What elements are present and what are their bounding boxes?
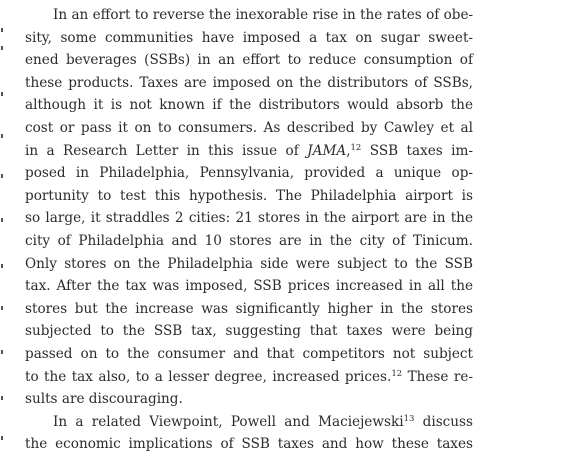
text-run: SSB taxes im-	[361, 142, 473, 159]
text-line: although it is not known if the distributors would absorb the	[25, 97, 473, 114]
text-line	[25, 366, 473, 389]
margin-tick	[1, 46, 3, 50]
text-line: the economic implications of SSB taxes and how these taxes	[25, 436, 473, 453]
reference-superscript: 12	[350, 142, 362, 153]
text-line: sults are discouraging.	[25, 391, 183, 408]
reference-superscript: 12	[391, 368, 403, 379]
journal-name: JAMA	[307, 142, 347, 159]
text-line: city of Philadelphia and 10 stores are in the city of Tinicum.	[25, 232, 473, 249]
text-line: cost or pass it on to consumers. As described by Cawley et al	[25, 119, 473, 136]
margin-tick	[1, 28, 3, 32]
text-line: posed in Philadelphia, Pennsylvania, provided a unique op-	[25, 165, 473, 182]
text-run: to the tax also, to a lesser degree, increased prices.	[25, 368, 392, 385]
margin-tick	[1, 264, 3, 268]
text-run: ,	[346, 142, 351, 159]
text-line: sity, some communities have imposed a tax on sugar sweet-	[25, 29, 473, 46]
text-line: these products. Taxes are imposed on the distributors of SSBs,	[25, 74, 473, 91]
article-text	[25, 4, 473, 456]
text-line: Only stores on the Philadelphia side were subject to the SSB	[25, 255, 473, 272]
margin-tick	[1, 350, 3, 354]
margin-tick	[1, 92, 3, 96]
text-line	[25, 140, 473, 163]
text-run: In a related Viewpoint, Powell and Maciejewski	[53, 413, 404, 430]
text-line: ened beverages (SSBs) in an effort to reduce consumption of	[25, 52, 473, 69]
text-line: so large, it straddles 2 cities: 21 stores in the airport are in the	[25, 210, 473, 227]
margin-tick	[1, 174, 3, 178]
margin-tick	[1, 436, 3, 440]
margin-tick	[1, 134, 3, 138]
text-line: subjected to the SSB tax, suggesting that taxes were being	[25, 323, 473, 340]
margin-tick	[1, 218, 3, 222]
text-run: discuss	[414, 413, 473, 430]
text-line: portunity to test this hypothesis. The Philadelphia airport is	[25, 187, 473, 204]
text-line: tax. After the tax was imposed, SSB prices increased in all the	[25, 278, 473, 295]
text-line: stores but the increase was significantly higher in the stores	[25, 300, 473, 317]
text-line	[25, 411, 473, 434]
margin-tick	[1, 306, 3, 310]
text-run: These re-	[402, 368, 473, 385]
margin-ticks	[1, 6, 5, 466]
reference-superscript: 13	[403, 413, 415, 424]
text-line: In an effort to reverse the inexorable rise in the rates of obe-	[53, 7, 474, 23]
text-line: passed on to the consumer and that competitors not subject	[25, 345, 473, 362]
text-run: in a Research Letter in this issue of	[25, 142, 308, 159]
margin-tick	[1, 396, 3, 400]
